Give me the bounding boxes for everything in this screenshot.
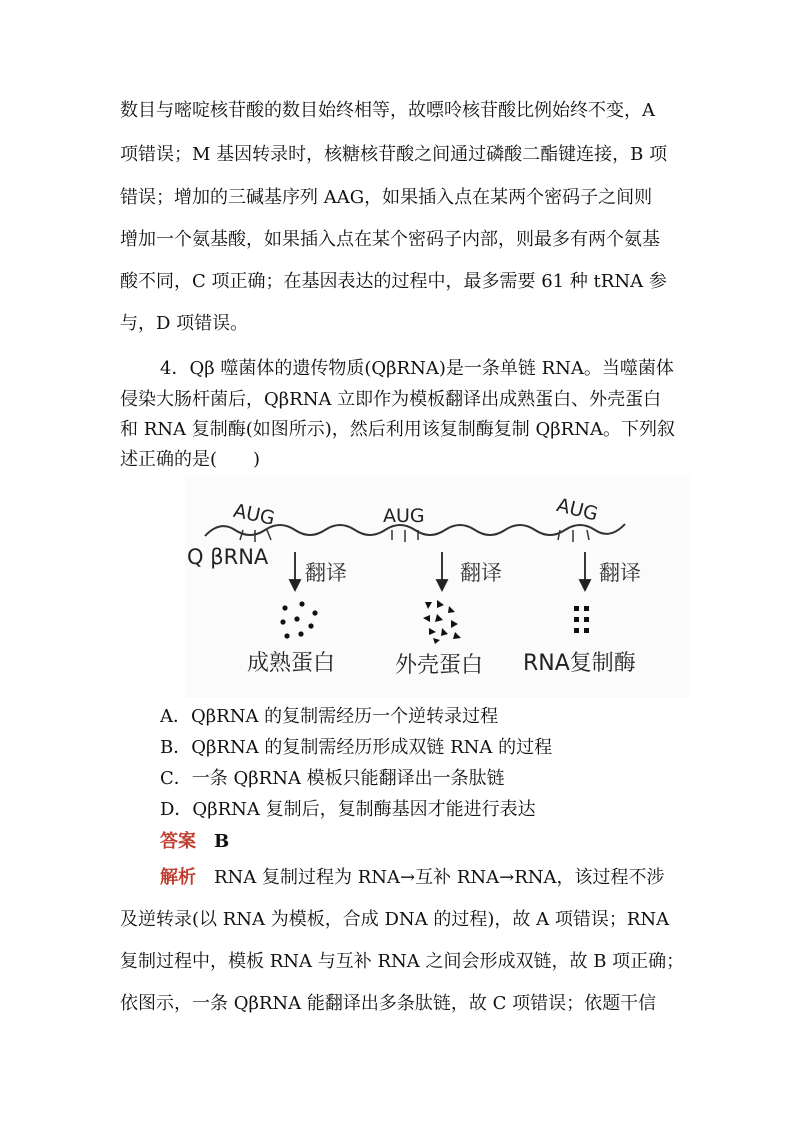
mature-protein-dots-icon xyxy=(280,601,317,638)
explanation-line: 增加一个氨基酸，如果插入点在某个密码子内部，则最多有两个氨基 xyxy=(120,229,660,250)
analysis-line: 及逆转录(以 RNA 为模板，合成 DNA 的过程)，故 A 项错误；RNA xyxy=(120,909,670,930)
explanation-line: 酸不同，C 项正确；在基因表达的过程中，最多需要 61 种 tRNA 参 xyxy=(120,271,667,292)
question-stem-line: 和 RNA 复制酶(如图所示)，然后利用该复制酶复制 QβRNA。下列叙 xyxy=(120,419,675,440)
option-a: A．QβRNA 的复制需经历一个逆转录过程 xyxy=(160,706,499,727)
explanation-line: 项错误；M 基因转录时，核糖核苷酸之间通过磷酸二酯键连接，B 项 xyxy=(120,144,668,165)
explanation-line: 数目与嘧啶核苷酸的数目始终相等，故嘌呤核苷酸比例始终不变，A xyxy=(120,100,655,121)
question-stem-line: 述正确的是( ) xyxy=(120,449,261,470)
codon-label-2: AUG xyxy=(383,505,425,527)
codon-label-1: AUG xyxy=(231,499,277,530)
rna-label: Q βRNA xyxy=(187,545,269,569)
replicase-squares-icon xyxy=(574,606,589,633)
option-c: C．一条 QβRNA 模板只能翻译出一条肽链 xyxy=(160,768,505,789)
arrow-label-3: 翻译 xyxy=(599,561,641,585)
answer-label: 答案 xyxy=(160,831,196,852)
analysis-line: 依图示，一条 QβRNA 能翻译出多条肽链，故 C 项错误；依题干信 xyxy=(120,993,657,1014)
analysis-first-line xyxy=(160,866,680,890)
coat-protein-triangles-icon xyxy=(423,600,461,644)
analysis-label: 解析 xyxy=(160,867,196,888)
analysis-line: 复制过程中，模板 RNA 与互补 RNA 之间会形成双链，故 B 项正确； xyxy=(120,951,685,972)
question-stem-line: 4．Qβ 噬菌体的遗传物质(QβRNA)是一条单链 RNA。当噬菌体 xyxy=(160,358,674,379)
arrow-label-2: 翻译 xyxy=(460,561,502,585)
codon-label-3: AUG xyxy=(554,494,601,526)
product-label-3: RNA复制酶 xyxy=(523,651,636,676)
product-label-1: 成熟蛋白 xyxy=(247,651,336,676)
option-b: B．QβRNA 的复制需经历形成双链 RNA 的过程 xyxy=(160,737,553,758)
translation-figure xyxy=(185,476,690,698)
answer-row xyxy=(160,830,680,854)
question-stem-line: 侵染大肠杆菌后，QβRNA 立即作为模板翻译出成熟蛋白、外壳蛋白 xyxy=(120,389,662,410)
arrow-label-1: 翻译 xyxy=(305,561,347,585)
option-d: D．QβRNA 复制后，复制酶基因才能进行表达 xyxy=(160,799,536,820)
explanation-line: 错误；增加的三碱基序列 AAG，如果插入点在某两个密码子之间则 xyxy=(120,187,653,208)
product-label-2: 外壳蛋白 xyxy=(395,653,484,678)
explanation-line: 与，D 项错误。 xyxy=(120,313,249,334)
analysis-text: RNA 复制过程为 RNA→互补 RNA→RNA，该过程不涉 xyxy=(214,867,665,888)
answer-value: B xyxy=(214,831,230,852)
